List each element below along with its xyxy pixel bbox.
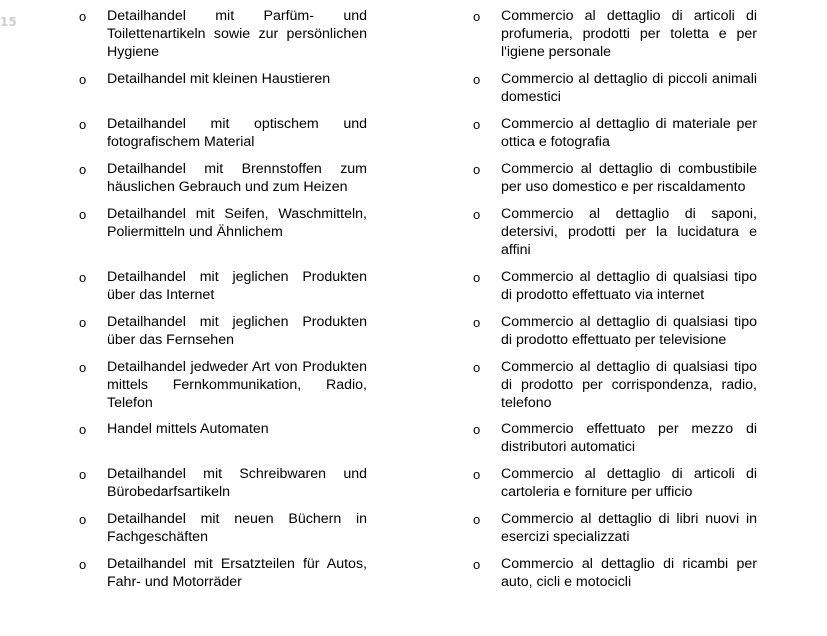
item-text-it: Commercio al dettaglio di piccoli animali domestici: [501, 71, 757, 105]
bullet-it: o: [473, 207, 481, 222]
bullet-it: o: [473, 162, 481, 177]
bullet-it: o: [473, 270, 481, 285]
item-text-it: Commercio al dettaglio di qualsiasi tipo di prodotto effettuato via internet: [501, 269, 757, 303]
bullet-it: o: [473, 72, 481, 87]
item-text-de: Detailhandel mit Parfüm- und Toilettenartikeln sowie zur persönlichen Hygiene: [107, 8, 367, 60]
bullet-de: o: [79, 315, 87, 330]
item-text-de: Detailhandel mit jeglichen Produkten über das Internet: [107, 269, 367, 303]
item-text-it: Commercio al dettaglio di combustibile per uso domestico e per riscaldamento: [501, 161, 757, 195]
bullet-de: o: [79, 270, 87, 285]
item-text-de: Detailhandel mit Schreibwaren und Bürobedarfsartikeln: [107, 466, 367, 500]
item-text-de: Handel mittels Automaten: [107, 421, 269, 437]
item-text-de: Detailhandel mit Brennstoffen zum häuslichen Gebrauch und zum Heizen: [107, 161, 367, 195]
item-text-de: Detailhandel mit Ersatzteilen für Autos, Fahr- und Motorräder: [107, 556, 367, 590]
bullet-it: o: [473, 557, 481, 572]
item-text-de: Detailhandel mit jeglichen Produkten über das Fernsehen: [107, 314, 367, 348]
bullet-de: o: [79, 467, 87, 482]
bullet-de: o: [79, 557, 87, 572]
item-text-de: Detailhandel mit neuen Büchern in Fachgeschäften: [107, 511, 367, 545]
item-text-de: Detailhandel mit optischem und fotografischem Material: [107, 116, 367, 150]
bullet-it: o: [473, 9, 481, 24]
bullet-de: o: [79, 72, 87, 87]
item-text-it: Commercio effettuato per mezzo di distributori automatici: [501, 421, 757, 455]
bullet-it: o: [473, 117, 481, 132]
bullet-it: o: [473, 467, 481, 482]
item-text-it: Commercio al dettaglio di articoli di cartoleria e forniture per ufficio: [501, 466, 757, 500]
item-text-de: Detailhandel mit kleinen Haustieren: [107, 71, 331, 87]
item-text-it: Commercio al dettaglio di articoli di profumeria, prodotti per toletta e per l'igiene personale: [501, 8, 757, 60]
bullet-it: o: [473, 422, 481, 437]
bullet-it: o: [473, 315, 481, 330]
bullet-de: o: [79, 207, 87, 222]
item-text-it: Commercio al dettaglio di libri nuovi in esercizi specializzati: [501, 511, 757, 545]
item-text-it: Commercio al dettaglio di qualsiasi tipo di prodotto effettuato per televisione: [501, 314, 757, 348]
item-text-it: Commercio al dettaglio di qualsiasi tipo di prodotto per corrispondenza, radio, telefono: [501, 359, 757, 411]
item-text-it: Commercio al dettaglio di ricambi per auto, cicli e motocicli: [501, 556, 757, 590]
bullet-de: o: [79, 512, 87, 527]
item-text-de: Detailhandel mit Seifen, Waschmitteln, Poliermitteln und Ähnlichem: [107, 206, 367, 240]
bullet-it: o: [473, 360, 481, 375]
bullet-it: o: [473, 512, 481, 527]
bullet-de: o: [79, 422, 87, 437]
bullet-de: o: [79, 9, 87, 24]
item-text-it: Commercio al dettaglio di materiale per ottica e fotografia: [501, 116, 757, 150]
bullet-de: o: [79, 360, 87, 375]
item-text-it: Commercio al dettaglio di saponi, detersivi, prodotti per la lucidatura e affini: [501, 206, 757, 258]
bullet-de: o: [79, 162, 87, 177]
page-number: 15: [0, 15, 17, 29]
item-text-de: Detailhandel jedweder Art von Produkten mittels Fernkommunikation, Radio, Telefon: [107, 359, 367, 411]
bullet-de: o: [79, 117, 87, 132]
